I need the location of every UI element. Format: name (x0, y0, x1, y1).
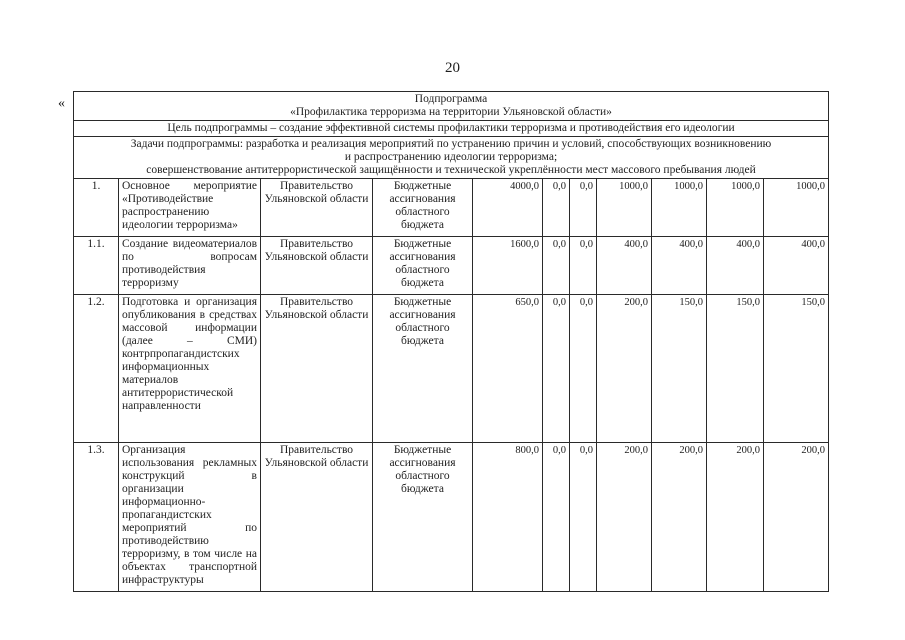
executor: Правительство Ульяновской области (261, 443, 373, 592)
executor: Правительство Ульяновской области (261, 295, 373, 443)
subprogram-header (74, 92, 829, 121)
value-year-6: 400,0 (764, 237, 829, 295)
value-total: 800,0 (473, 443, 543, 592)
subprogram-label: Подпрограмма (414, 93, 488, 105)
table-row (74, 237, 829, 295)
value-year-1: 0,0 (543, 179, 570, 237)
value-year-2: 0,0 (570, 295, 597, 443)
value-year-1: 0,0 (543, 237, 570, 295)
tasks-line-2: и распространению идеологии терроризма; (344, 151, 558, 163)
row-number: 1. (74, 179, 119, 237)
tasks-row (74, 137, 829, 179)
value-year-3: 200,0 (597, 295, 652, 443)
value-year-3: 200,0 (597, 443, 652, 592)
value-year-2: 0,0 (570, 179, 597, 237)
subprogram-table (73, 91, 829, 592)
row-number: 1.1. (74, 237, 119, 295)
value-total: 650,0 (473, 295, 543, 443)
value-total: 1600,0 (473, 237, 543, 295)
subprogram-goal: Цель подпрограммы – создание эффективной системы профилактики терроризма и противодействия его идеологии (74, 121, 829, 137)
value-year-1: 0,0 (543, 295, 570, 443)
measure-name: Создание видеоматериалов по вопросам противодействия терроризму (119, 237, 261, 295)
value-year-5: 150,0 (707, 295, 764, 443)
value-year-6: 1000,0 (764, 179, 829, 237)
page-number: 20 (445, 60, 460, 76)
tasks-line-3: совершенствование антитеррористической защищённости и технической укреплённости мест массового пребывания людей (146, 164, 756, 176)
funding-source: Бюджетные ассигнования областного бюджета (373, 295, 473, 443)
subprogram-title: «Профилактика терроризма на территории Ульяновской области» (290, 106, 612, 118)
executor: Правительство Ульяновской области (261, 237, 373, 295)
value-year-2: 0,0 (570, 443, 597, 592)
value-year-4: 150,0 (652, 295, 707, 443)
row-number: 1.3. (74, 443, 119, 592)
measure-name: Подготовка и организация опубликования в средствах массовой информации (далее – СМИ) контрпропагандистских информационных материалов антитеррористической направленности (119, 295, 261, 443)
value-year-3: 1000,0 (597, 179, 652, 237)
row-number: 1.2. (74, 295, 119, 443)
value-year-6: 200,0 (764, 443, 829, 592)
value-year-4: 400,0 (652, 237, 707, 295)
value-year-5: 200,0 (707, 443, 764, 592)
table-row (74, 295, 829, 443)
tasks-line-1: Задачи подпрограммы: разработка и реализация мероприятий по устранению причин и условий, способствующих возникновению (130, 138, 772, 150)
value-year-6: 150,0 (764, 295, 829, 443)
measure-name: Основное мероприятие «Противодействие распространению идеологии терроризма» (119, 179, 261, 237)
funding-source: Бюджетные ассигнования областного бюджета (373, 237, 473, 295)
value-year-1: 0,0 (543, 443, 570, 592)
goal-row (74, 121, 829, 137)
funding-source: Бюджетные ассигнования областного бюджета (373, 179, 473, 237)
funding-source: Бюджетные ассигнования областного бюджета (373, 443, 473, 592)
executor: Правительство Ульяновской области (261, 179, 373, 237)
value-year-5: 1000,0 (707, 179, 764, 237)
value-year-2: 0,0 (570, 237, 597, 295)
value-year-5: 400,0 (707, 237, 764, 295)
measure-name: Организация использования рекламных конструкций в организации информационно-пропагандистских мероприятий по противодействию терроризму, в том числе на объектах транспортной инфраструктуры (119, 443, 261, 592)
subprogram-header-row (74, 92, 829, 121)
opening-quote: « (58, 96, 65, 111)
table-row (74, 179, 829, 237)
subprogram-tasks (74, 137, 829, 179)
value-year-3: 400,0 (597, 237, 652, 295)
value-year-4: 1000,0 (652, 179, 707, 237)
value-year-4: 200,0 (652, 443, 707, 592)
value-total: 4000,0 (473, 179, 543, 237)
table-row (74, 443, 829, 592)
